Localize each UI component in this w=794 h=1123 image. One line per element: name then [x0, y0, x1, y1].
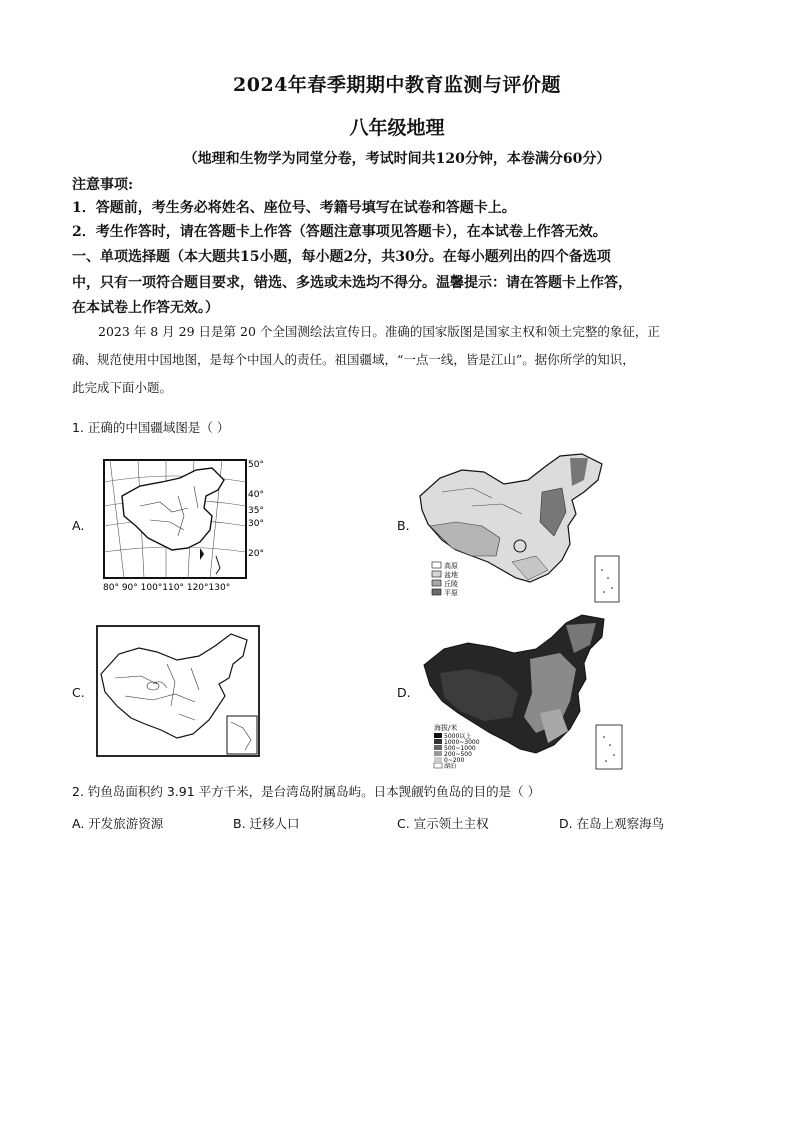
- section1-line-3: 在本试卷上作答无效。）: [72, 300, 219, 316]
- option-c-label[interactable]: C.: [72, 685, 85, 700]
- map-d-legend-1: 5000以上: [444, 733, 472, 740]
- exam-note: （地理和生物学为同堂分卷，考试时间共120分钟，本卷满分60分）: [183, 151, 611, 167]
- passage: [72, 318, 722, 402]
- map-d-legend-6: 湖泊: [444, 763, 457, 770]
- q2-choice-a[interactable]: A. 开发旅游资源: [72, 816, 164, 831]
- subject-title: 八年级地理: [349, 117, 445, 139]
- map-d-legend-3: 500~1000: [444, 745, 476, 752]
- notice-item-1: 1．答题前，考生务必将姓名、座位号、考籍号填写在试卷和答题卡上。: [72, 200, 516, 216]
- map-b-legend-1: 高原: [444, 562, 458, 570]
- map-a-lat-label: 30°: [248, 519, 264, 529]
- map-b-legend-4: 平原: [444, 589, 458, 597]
- passage-line-1: 2023 年 8 月 29 日是第 20 个全国测绘法宣传日。准确的国家版图是国家主权和领土完整的象征，正: [98, 324, 660, 339]
- map-a-lat-label: 40°: [248, 490, 264, 500]
- map-a-lat-label: 35°: [248, 506, 264, 516]
- question-2-stem: 2. 钓鱼岛面积约 3.91 平方千米，是台湾岛附属岛屿。日本觊觎钓鱼岛的目的是（ ）: [72, 784, 541, 799]
- q2-choice-b[interactable]: B. 迁移人口: [233, 816, 300, 831]
- section1-line-2: 中，只有一项符合题目要求，错选、多选或未选均不得分。温馨提示：请在答题卡上作答，: [72, 275, 632, 291]
- map-a-lon-labels: 80° 90° 100°110° 120°130°: [103, 583, 231, 593]
- q2-choice-d[interactable]: D. 在岛上观察海鸟: [559, 816, 665, 831]
- passage-line-2: 确、规范使用中国地图，是每个中国人的责任。祖国疆域，“一点一线，皆是江山”。据你所学的知识，: [72, 352, 635, 367]
- option-d-label[interactable]: D.: [397, 685, 411, 700]
- passage-line-3: 此完成下面小题。: [72, 380, 173, 395]
- notice-item-2: 2．考生作答时，请在答题卡上作答（答题注意事项见答题卡），在本试卷上作答无效。: [72, 224, 607, 240]
- map-d-legend-2: 1000~3000: [444, 739, 480, 746]
- map-d-legend-4: 200~500: [444, 751, 472, 758]
- question-1-stem: 1. 正确的中国疆域图是（ ）: [72, 420, 230, 435]
- map-d-legend-title: 海拔/米: [434, 724, 458, 732]
- map-a-china-grid[interactable]: [100, 456, 270, 594]
- map-b-legend-3: 丘陵: [444, 580, 458, 588]
- map-d-china-elevation[interactable]: [420, 613, 626, 773]
- map-b-china-landforms[interactable]: [412, 452, 624, 604]
- option-a-label[interactable]: A.: [72, 518, 85, 533]
- map-d-legend-5: 0~200: [444, 757, 465, 764]
- map-c-china-outline[interactable]: [95, 624, 265, 760]
- option-b-label[interactable]: B.: [397, 518, 410, 533]
- q2-choice-c[interactable]: C. 宣示领土主权: [397, 816, 489, 831]
- notice-heading: 注意事项:: [72, 177, 134, 193]
- section1-line-1: 一、单项选择题（本大题共15小题，每小题2分，共30分。在每小题列出的四个备选项: [72, 249, 611, 265]
- map-a-lat-label: 20°: [248, 549, 264, 559]
- exam-title: 2024年春季期期中教育监测与评价题: [233, 74, 561, 96]
- map-a-lat-label: 50°: [248, 460, 264, 470]
- map-b-legend-2: 盆地: [444, 571, 458, 579]
